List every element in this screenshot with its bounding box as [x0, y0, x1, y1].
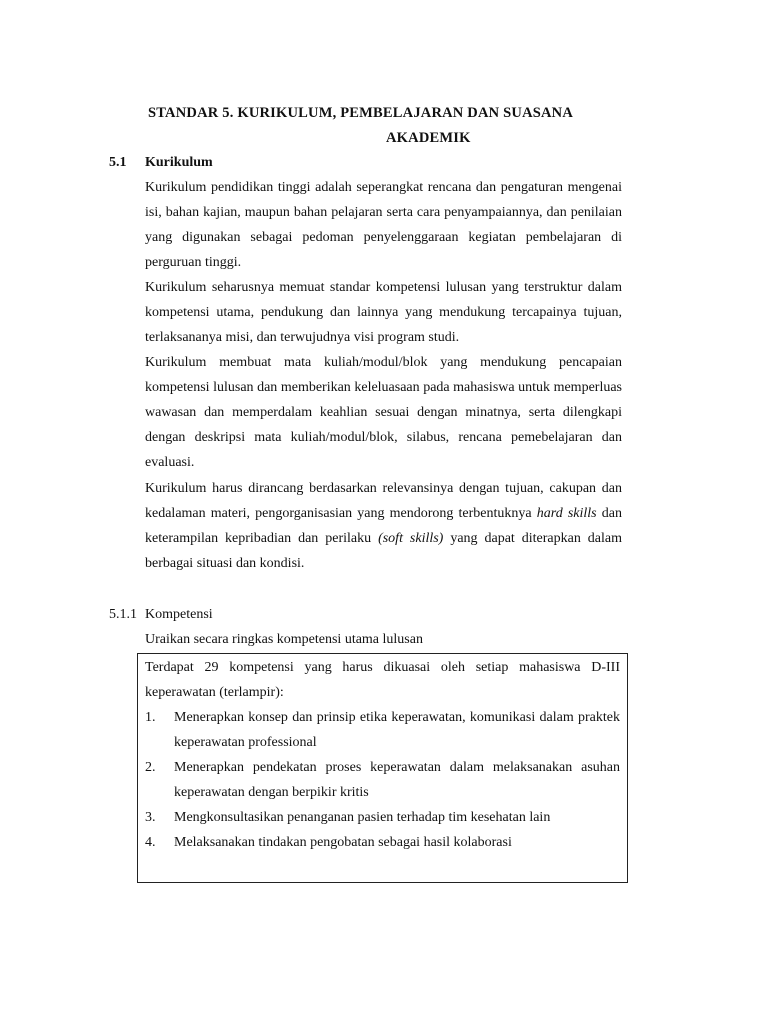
competency-intro: Terdapat 29 kompetensi yang harus dikuasai oleh setiap mahasiswa D-III keperawatan (terlampir):: [145, 660, 620, 700]
list-item-number: 1.: [145, 710, 156, 725]
list-item-text: Mengkonsultasikan penanganan pasien terhadap tim kesehatan lain: [174, 810, 551, 825]
subsection-heading: Kompetensi: [145, 607, 213, 622]
title-line-2: AKADEMIK: [386, 130, 471, 146]
paragraph-courses: [145, 350, 622, 475]
text-run: yang dapat diterapkan dalam berbagai situasi dan kondisi.: [145, 531, 622, 571]
italic-term-hard-skills: hard skills: [536, 506, 597, 521]
competency-list: [145, 705, 620, 855]
list-item-number: 4.: [145, 835, 156, 850]
list-item: [145, 755, 620, 805]
list-item: [145, 830, 620, 855]
subsection-description: Uraikan secara ringkas kompetensi utama lulusan: [145, 632, 423, 647]
paragraph-definition: [145, 175, 622, 275]
section-number: 5.1: [109, 155, 127, 170]
italic-term-soft-skills: (soft skills): [378, 531, 444, 546]
paragraph-text: Kurikulum pendidikan tinggi adalah seperangkat rencana dan pengaturan mengenai isi, bahan kajian, maupun bahan pelajaran serta cara penyampaiannya, dan penilaian yang digunakan sebagai pedoman penyelenggaraan kegiatan pembelajaran di perguruan tinggi.: [145, 180, 622, 270]
section-heading: Kurikulum: [145, 155, 213, 170]
list-item: [145, 705, 620, 755]
list-item-number: 2.: [145, 760, 156, 775]
subsection-number: 5.1.1: [109, 607, 137, 622]
paragraph-text: [145, 476, 622, 576]
competency-box: [137, 653, 628, 883]
list-item-text: Melaksanakan tindakan pengobatan sebagai hasil kolaborasi: [174, 835, 512, 850]
list-item-text: Menerapkan konsep dan prinsip etika keperawatan, komunikasi dalam praktek keperawatan professional: [174, 710, 620, 750]
text-run: dan keterampilan kepribadian dan perilaku: [145, 506, 622, 546]
paragraph-design: [145, 476, 622, 576]
title-line-1: STANDAR 5. KURIKULUM, PEMBELAJARAN DAN SUASANA: [148, 105, 574, 121]
paragraph-text: Kurikulum seharusnya memuat standar kompetensi lulusan yang terstruktur dalam kompetensi utama, pendukung dan lainnya yang mendukung tercapainya tujuan, terlaksananya misi, dan terwujudnya visi program studi.: [145, 280, 622, 345]
list-item: [145, 805, 620, 830]
document-title: [148, 101, 622, 151]
paragraph-text: Kurikulum membuat mata kuliah/modul/blok yang mendukung pencapaian kompetensi lulusan dan memberikan keleluasaan pada mahasiswa untuk memperluas wawasan dan memperdalam keahlian sesuai dengan minatnya, serta dilengkapi dengan deskripsi mata kuliah/modul/blok, silabus, rencana pemebelajaran dan evaluasi.: [145, 355, 622, 470]
list-item-number: 3.: [145, 810, 156, 825]
list-item-text: Menerapkan pendekatan proses keperawatan dalam melaksanakan asuhan keperawatan dengan berpikir kritis: [174, 760, 620, 800]
paragraph-standards: [145, 275, 622, 350]
text-run: Kurikulum harus dirancang berdasarkan relevansinya dengan tujuan, cakupan dan kedalaman materi, pengorganisasian yang mendorong terbentuknya: [145, 481, 622, 521]
